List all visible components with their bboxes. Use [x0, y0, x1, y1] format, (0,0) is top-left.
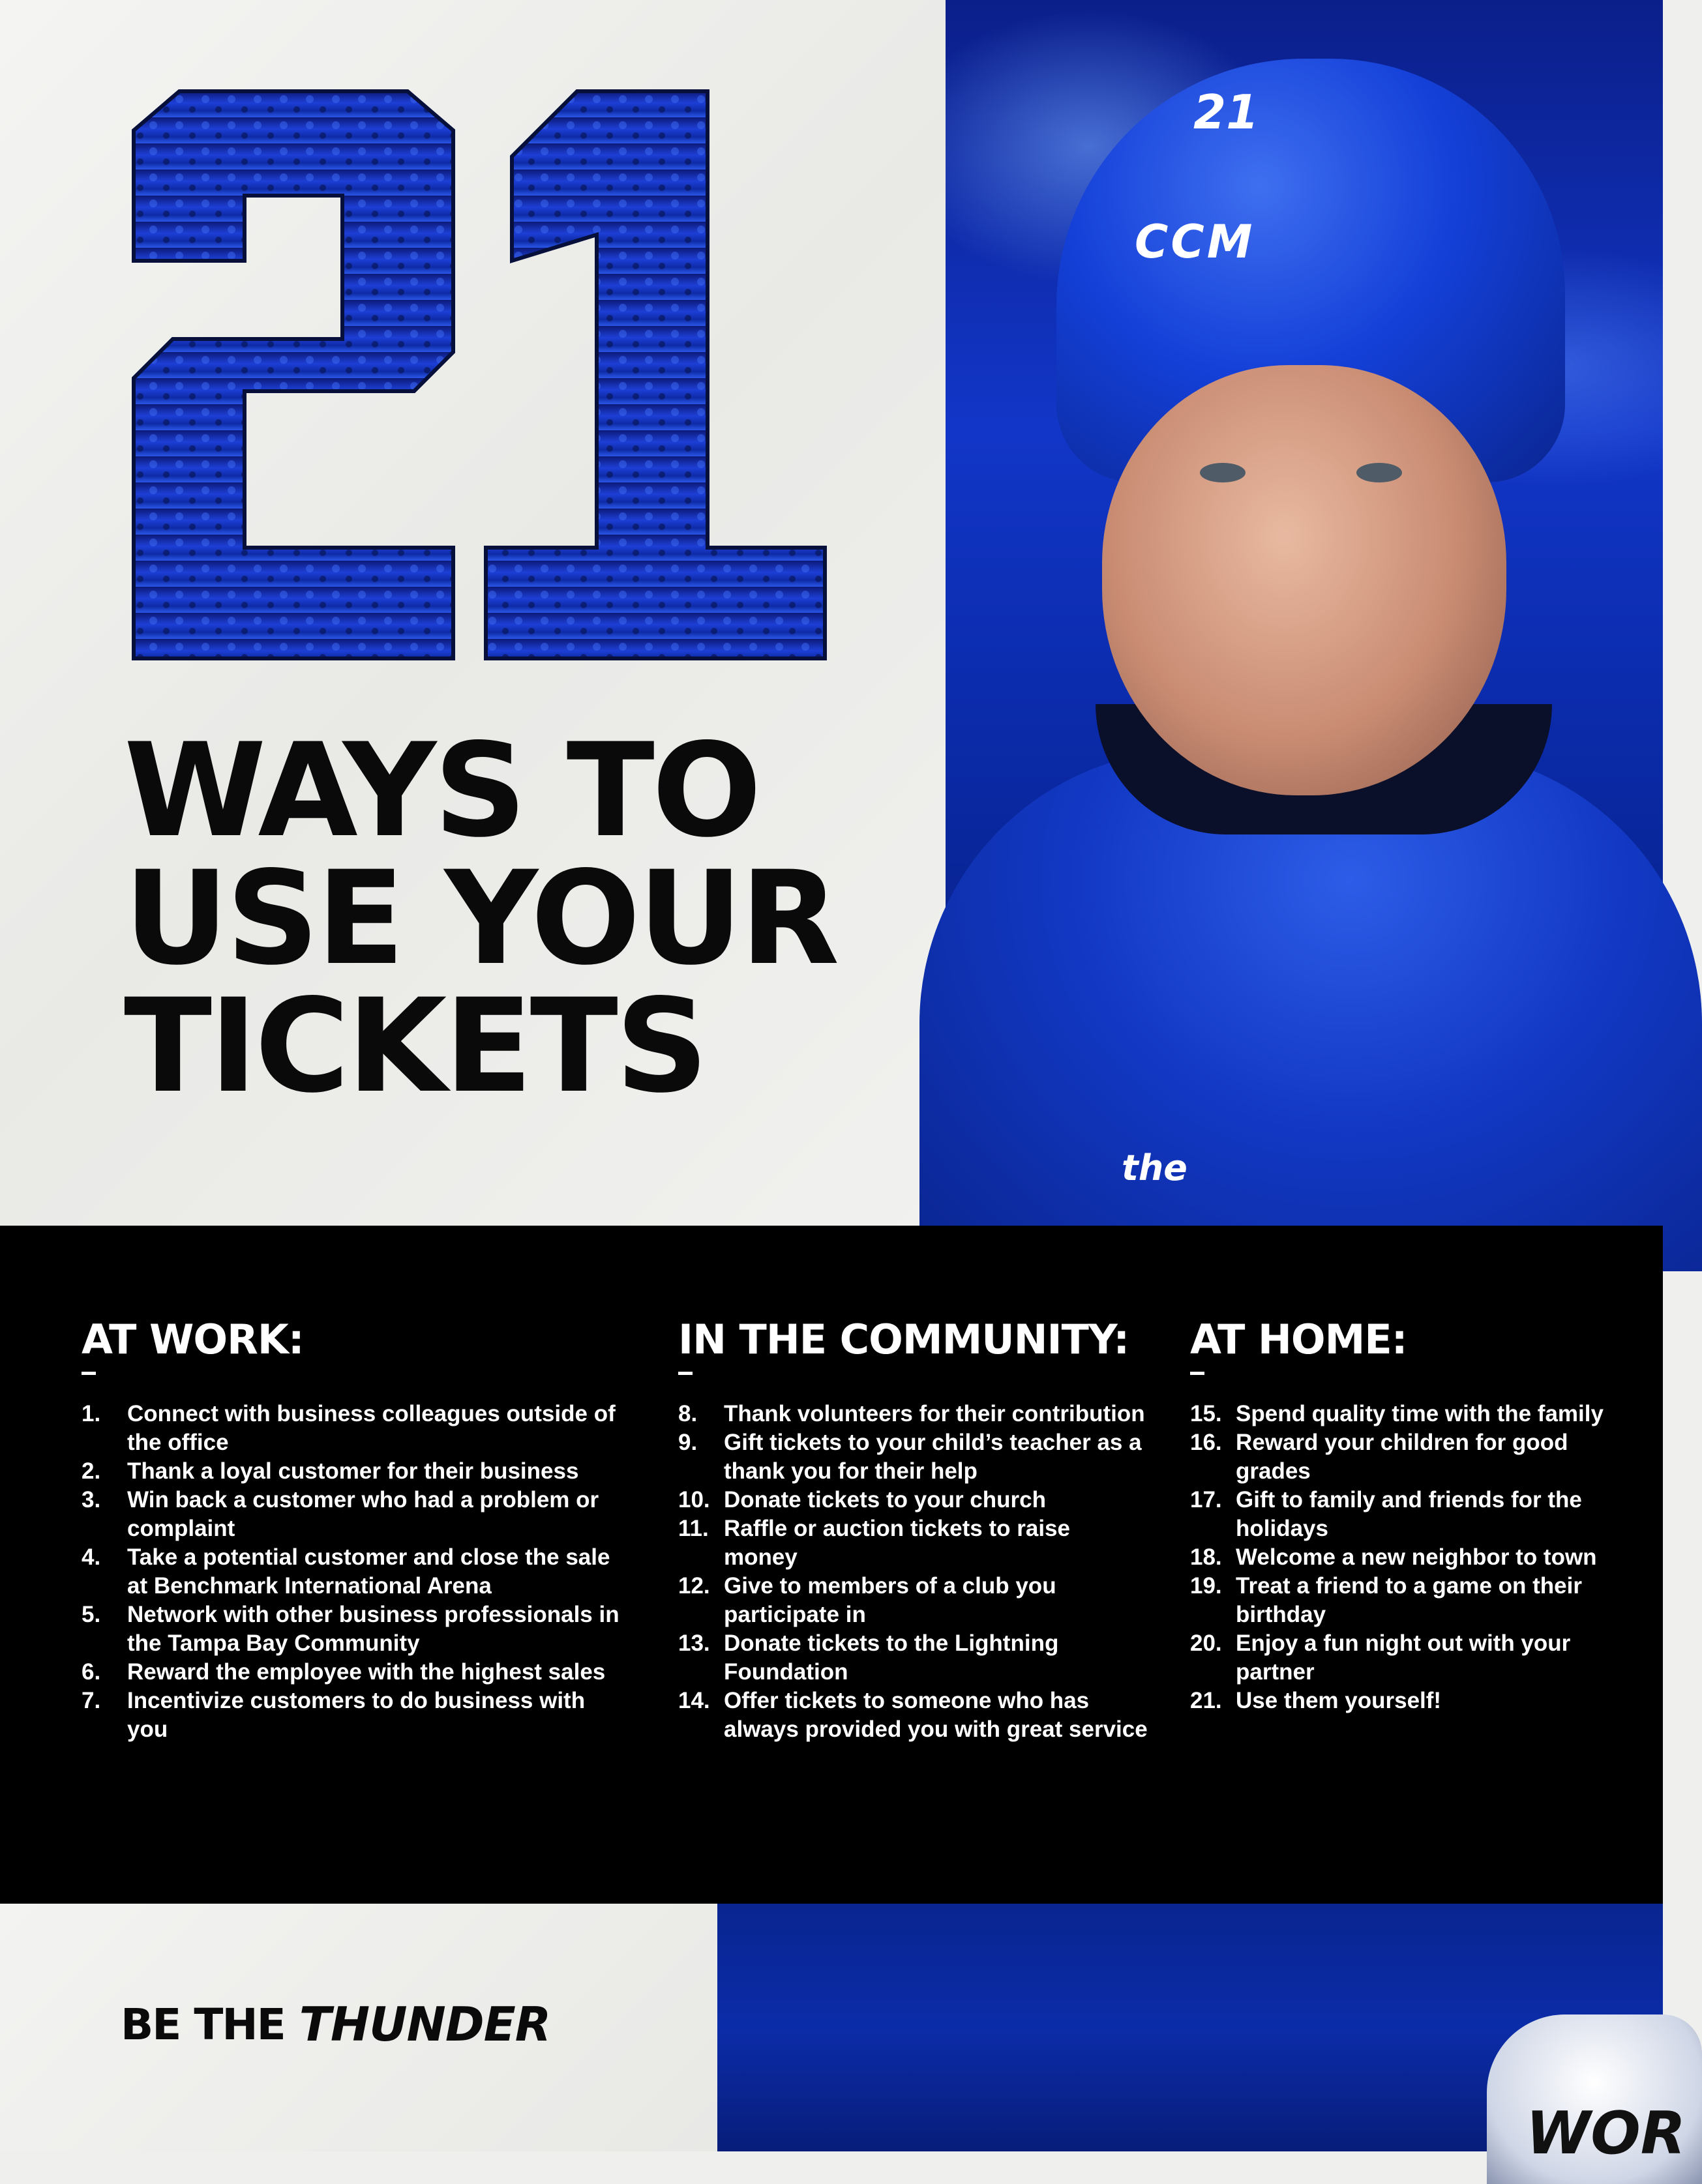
footer	[0, 1904, 717, 2151]
helmet-number: 21	[1193, 85, 1259, 140]
list-item: 7. Incentivize customers to do business with you	[82, 1688, 586, 1742]
player-face	[1102, 365, 1506, 795]
list-item: 21. Use them yourself!	[1190, 1688, 1442, 1713]
list-item: 6. Reward the employee with the highest sales	[82, 1659, 606, 1685]
divider	[678, 1372, 693, 1375]
section-title: AT HOME:	[1190, 1316, 1407, 1363]
list-item: 11. Raffle or auction tickets to raise money	[678, 1516, 1070, 1570]
title-line-2: USE YOUR	[124, 843, 837, 994]
list-item: 14. Offer tickets to someone who has always provided you with great service	[678, 1688, 1148, 1742]
player-photo	[946, 0, 1663, 1226]
list-item: 20. Enjoy a fun night out with your partner	[1190, 1631, 1571, 1685]
list-item: 5. Network with other business professionals in the Tampa Bay Community	[82, 1602, 620, 1656]
digit-2-shape	[134, 91, 453, 658]
title-line-3: TICKETS	[124, 971, 706, 1121]
section-title: AT WORK:	[82, 1316, 304, 1363]
item-list	[82, 1400, 623, 1744]
list-item: 10. Donate tickets to your church	[678, 1487, 1046, 1513]
item-list	[678, 1400, 1148, 1744]
be-the-thunder-logo	[121, 1997, 551, 2052]
list-item: 19. Treat a friend to a game on their birthday	[1190, 1573, 1582, 1627]
list-item: 3. Win back a customer who had a problem or complaint	[82, 1487, 599, 1541]
list-item: 2. Thank a loyal customer for their business	[82, 1458, 579, 1484]
list-item: 15. Spend quality time with the family	[1190, 1401, 1604, 1426]
section-title: IN THE COMMUNITY:	[678, 1316, 1129, 1363]
right-eye	[1356, 463, 1402, 482]
divider	[82, 1372, 96, 1375]
section-in-the-community	[678, 1317, 1148, 1744]
item-list	[1190, 1400, 1607, 1715]
list-item: 9. Gift tickets to your child’s teacher as a thank you for their help	[678, 1430, 1142, 1484]
list-item: 17. Gift to family and friends for the holidays	[1190, 1487, 1582, 1541]
digit-1-shape	[486, 91, 825, 658]
player-photo-lower	[717, 1904, 1686, 2168]
list-item: 1. Connect with business colleagues outside of the office	[82, 1401, 616, 1455]
logo-thunder: THUNDER	[299, 1997, 551, 2052]
section-at-home	[1190, 1317, 1607, 1715]
list-item: 18. Welcome a new neighbor to town	[1190, 1544, 1597, 1570]
page-title	[124, 715, 906, 1121]
jersey-patch: the	[1122, 1147, 1187, 1188]
divider	[1190, 1372, 1204, 1375]
helmet-brand: CCM	[1135, 215, 1255, 269]
list-item: 12. Give to members of a club you participate in	[678, 1573, 1056, 1627]
hero-panel	[0, 0, 946, 1226]
list-item: 13. Donate tickets to the Lightning Foundation	[678, 1631, 1059, 1685]
ways-list-section	[0, 1226, 1663, 1904]
list-item: 8. Thank volunteers for their contribution	[678, 1401, 1145, 1426]
list-item: 16. Reward your children for good grades	[1190, 1430, 1568, 1484]
section-at-work	[82, 1317, 623, 1744]
logo-be-the: BE THE	[121, 1999, 285, 2050]
glove-brand: WOR	[1526, 2099, 1686, 2168]
left-eye	[1200, 463, 1246, 482]
title-line-1: WAYS TO	[124, 715, 760, 866]
big-number-21	[121, 91, 825, 665]
list-item: 4. Take a potential customer and close the sale at Benchmark International Arena	[82, 1544, 610, 1599]
